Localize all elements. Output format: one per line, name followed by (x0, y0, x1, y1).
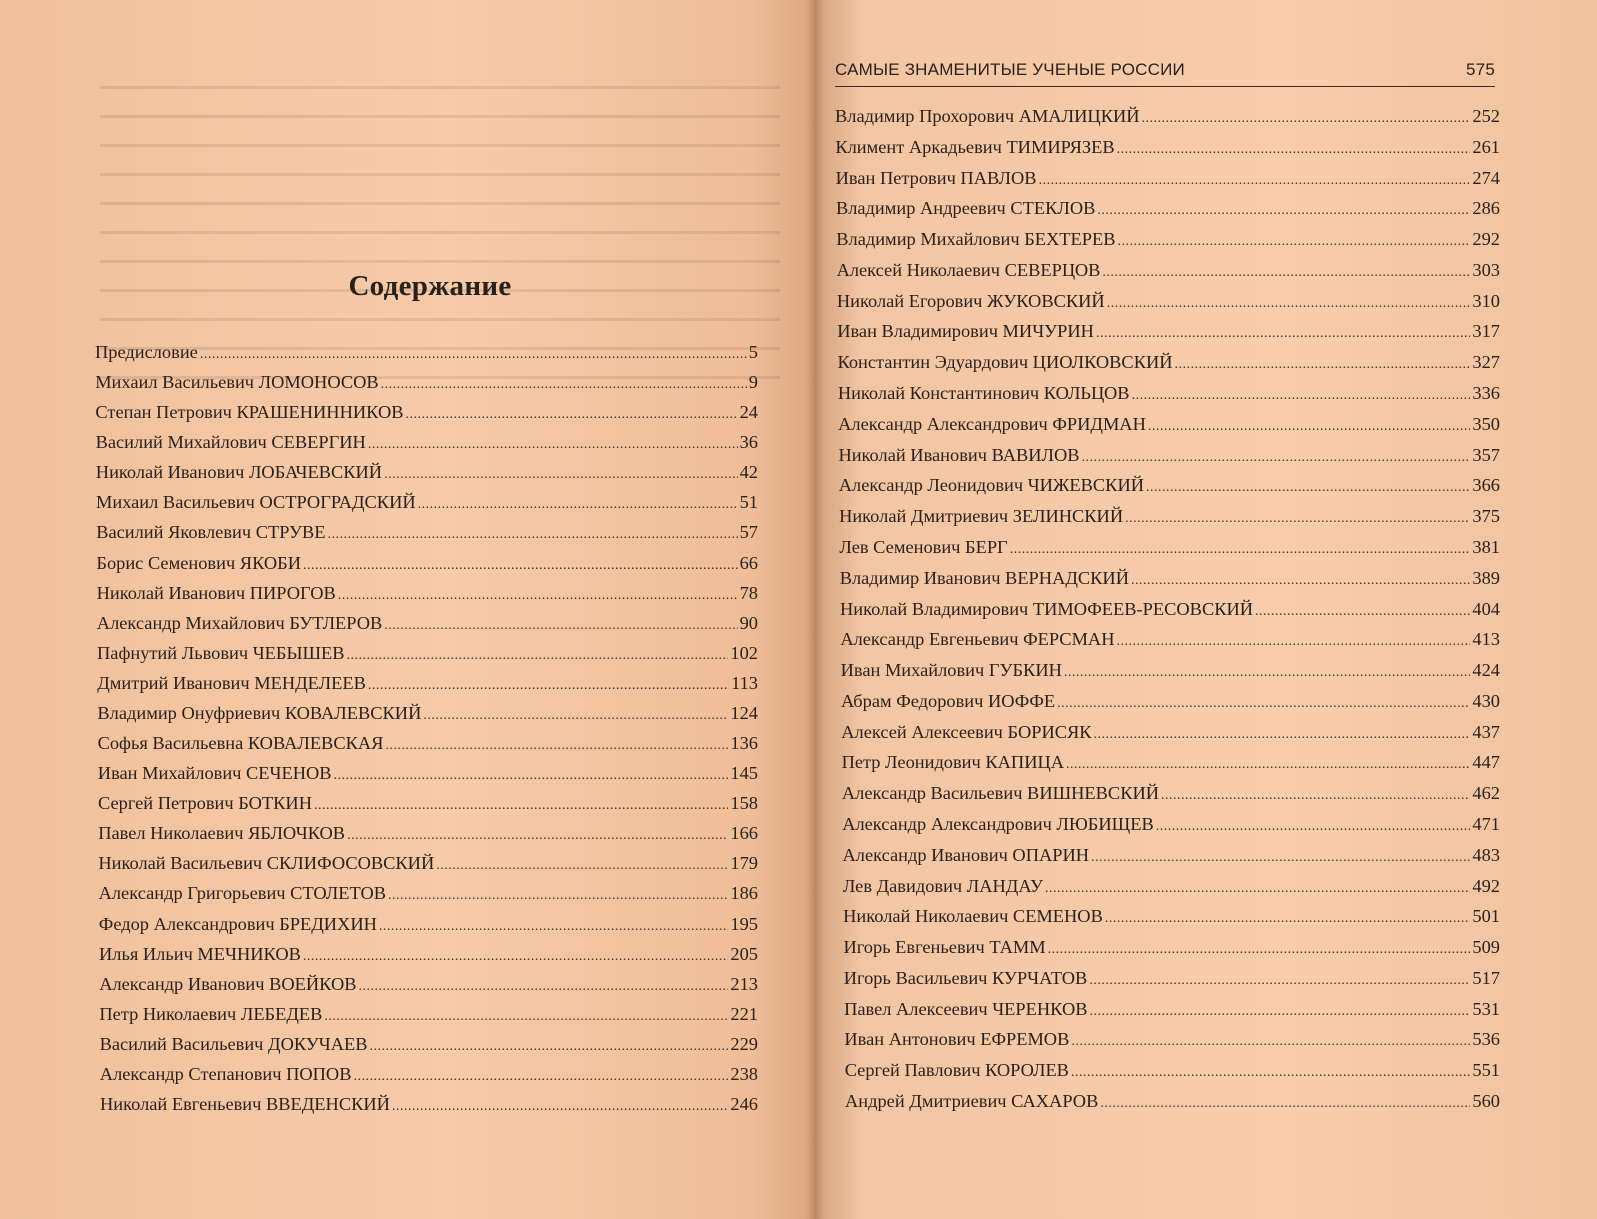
toc-entry (838, 412, 1500, 439)
toc-leader-dots (1131, 569, 1470, 593)
toc-entry (95, 400, 758, 427)
toc-entry (99, 881, 758, 908)
toc-entry (97, 671, 758, 698)
toc-entry-name: Петр Леонидович КАПИЦА (841, 752, 1065, 773)
toc-entry-name: Иван Владимирович МИЧУРИН (837, 321, 1094, 342)
toc-entry-name: Владимир Иванович ВЕРНАДСКИЙ (839, 567, 1129, 588)
toc-entry-page: 57 (739, 522, 758, 543)
toc-leader-dots (324, 1005, 728, 1029)
toc-leader-dots (1071, 1061, 1470, 1085)
toc-entry (96, 490, 758, 517)
toc-leader-dots (1090, 1000, 1471, 1024)
toc-entry (840, 627, 1500, 654)
toc-entry (99, 912, 758, 939)
toc-entry-page: 274 (1472, 167, 1500, 188)
toc-entry-page: 261 (1472, 136, 1500, 157)
toc-leader-dots (1132, 384, 1471, 408)
toc-entry (843, 874, 1500, 901)
toc-entry-name: Иван Антонович ЕФРЕМОВ (844, 1029, 1070, 1050)
toc-entry (98, 791, 758, 818)
toc-entry (837, 319, 1500, 346)
toc-leader-dots (368, 433, 738, 457)
toc-entry-page: 310 (1472, 290, 1500, 311)
toc-leader-dots (353, 1065, 728, 1089)
toc-entry-page: 113 (731, 672, 758, 693)
toc-entry-name: Борис Семенович ЯКОБИ (96, 552, 302, 573)
toc-entry (838, 381, 1500, 408)
toc-entry-page: 437 (1472, 721, 1500, 742)
toc-entry (836, 196, 1500, 223)
toc-leader-dots (1071, 1030, 1470, 1054)
toc-entry (98, 731, 758, 758)
toc-entry-page: 430 (1472, 690, 1500, 711)
toc-entry-page: 124 (730, 702, 758, 723)
toc-title: Содержание (348, 270, 512, 302)
toc-leader-dots (1148, 415, 1471, 439)
toc-leader-dots (1048, 938, 1471, 962)
toc-entry (838, 443, 1500, 470)
toc-entry-page: 229 (730, 1033, 758, 1054)
toc-entry-name: Владимир Прохорович АМАЛИЦКИЙ (835, 106, 1140, 126)
toc-leader-dots (1082, 446, 1471, 470)
toc-entry-page: 336 (1472, 383, 1500, 404)
toc-entry-name: Владимир Онуфриевич КОВАЛЕВСКИЙ (97, 702, 422, 723)
toc-entry-page: 327 (1472, 352, 1500, 373)
toc-leader-dots (347, 644, 729, 668)
toc-entry-page: 389 (1472, 567, 1500, 588)
toc-entry-page: 24 (739, 402, 758, 423)
toc-entry-page: 483 (1472, 844, 1500, 865)
toc-entry-name: Климент Аркадьевич ТИМИРЯЗЕВ (835, 136, 1115, 157)
toc-entry (845, 1089, 1500, 1116)
toc-leader-dots (347, 824, 728, 848)
toc-leader-dots (1105, 907, 1471, 931)
toc-entry (845, 1058, 1500, 1085)
toc-entry-page: 381 (1472, 536, 1500, 557)
toc-entry-page: 246 (730, 1094, 758, 1114)
toc-entry (95, 370, 758, 397)
toc-entry-name: Игорь Евгеньевич ТАММ (843, 937, 1046, 958)
toc-leader-dots (334, 764, 729, 788)
toc-leader-dots (1089, 969, 1470, 993)
toc-entry (98, 851, 758, 878)
toc-entry (95, 340, 758, 367)
toc-entry-name: Дмитрий Иванович МЕНДЕЛЕЕВ (97, 672, 366, 693)
toc-leader-dots (328, 523, 738, 547)
toc-entry (842, 750, 1500, 777)
running-head (835, 60, 1495, 87)
toc-entry (97, 581, 758, 608)
toc-entry (100, 1062, 758, 1089)
toc-entry-page: 42 (739, 462, 758, 483)
toc-entry (97, 701, 758, 728)
toc-entry-page: 213 (730, 973, 758, 994)
toc-entry-name: Софья Васильевна КОВАЛЕВСКАЯ (97, 733, 384, 754)
toc-leader-dots (1102, 261, 1470, 285)
toc-entry-name: Александр Евгеньевич ФЕРСМАН (840, 629, 1115, 650)
toc-leader-dots (1118, 230, 1471, 254)
toc-entry-name: Александр Васильевич ВИШНЕВСКИЙ (841, 783, 1160, 804)
toc-entry-name: Александр Иванович ОПАРИН (842, 844, 1090, 865)
toc-entry (97, 641, 758, 668)
toc-entry-name: Константин Эдуардович ЦИОЛКОВСКИЙ (837, 352, 1173, 373)
toc-entry-page: 186 (730, 883, 758, 904)
toc-entry (836, 227, 1500, 254)
toc-entry-name: Михаил Васильевич ОСТРОГРАДСКИЙ (96, 492, 416, 513)
toc-entry-page: 51 (739, 492, 758, 513)
toc-leader-dots (1142, 107, 1471, 131)
toc-leader-dots (384, 463, 738, 487)
toc-entry-name: Василий Васильевич ДОКУЧАЕВ (99, 1033, 368, 1054)
toc-entry-name: Василий Михайлович СЕВЕРГИН (95, 432, 366, 453)
toc-entry-name: Николай Иванович ЛОБАЧЕВСКИЙ (95, 462, 383, 483)
toc-entry-page: 357 (1472, 444, 1500, 465)
toc-entry-page: 90 (739, 612, 758, 633)
toc-leader-dots (436, 854, 728, 878)
toc-entry-name: Предисловие (95, 342, 198, 362)
book-gutter (806, 0, 824, 1219)
toc-leader-dots (1039, 169, 1471, 193)
toc-leader-dots (379, 915, 728, 939)
toc-entry-name: Иван Михайлович СЕЧЕНОВ (97, 763, 332, 784)
toc-entry (842, 781, 1500, 808)
toc-entry (839, 504, 1500, 531)
toc-entry (839, 535, 1500, 562)
toc-entry-name: Степан Петрович КРАШЕНИННИКОВ (95, 402, 404, 423)
toc-entry-page: 413 (1472, 629, 1500, 650)
toc-entry-name: Абрам Федорович ИОФФЕ (840, 690, 1056, 711)
toc-entry-name: Алексей Алексеевич БОРИСЯК (841, 721, 1092, 742)
toc-entry (835, 135, 1500, 162)
toc-entry (98, 761, 758, 788)
toc-entry-page: 531 (1472, 998, 1500, 1019)
toc-leader-dots (1156, 815, 1471, 839)
toc-entry-page: 551 (1472, 1060, 1500, 1081)
toc-entry-name: Алексей Николаевич СЕВЕРЦОВ (836, 259, 1101, 280)
running-head-title: САМЫЕ ЗНАМЕНИТЫЕ УЧЕНЫЕ РОССИИ (835, 60, 1185, 79)
toc-entry-page: 509 (1472, 937, 1500, 958)
toc-leader-dots (392, 1095, 728, 1119)
toc-entry-name: Николай Егорович ЖУКОВСКИЙ (836, 290, 1105, 311)
toc-leader-dots (423, 704, 728, 728)
toc-leader-dots (370, 1035, 729, 1059)
toc-entry-page: 66 (739, 552, 758, 573)
toc-entry (843, 935, 1500, 962)
toc-entry-page: 136 (730, 733, 758, 754)
toc-leader-dots (1175, 353, 1471, 377)
toc-entry-name: Петр Николаевич ЛЕБЕДЕВ (99, 1003, 323, 1024)
toc-leader-dots (381, 373, 747, 397)
toc-entry (837, 258, 1500, 285)
toc-entry-page: 501 (1472, 906, 1500, 927)
toc-entry-page: 292 (1472, 229, 1500, 250)
toc-leader-dots (1091, 846, 1470, 870)
toc-leader-dots (303, 945, 729, 969)
toc-leader-dots (1107, 292, 1471, 316)
toc-entry-name: Александр Леонидович ЧИЖЕВСКИЙ (838, 475, 1145, 496)
toc-leader-dots (303, 554, 738, 578)
toc-entry (100, 1092, 758, 1119)
toc-entry (835, 104, 1500, 131)
toc-leader-dots (1010, 538, 1471, 562)
toc-entry (836, 166, 1500, 193)
toc-entry-page: 471 (1472, 813, 1500, 834)
toc-entry-page: 5 (748, 342, 758, 362)
toc-leader-dots (1146, 476, 1470, 500)
toc-entry-name: Михаил Васильевич ЛОМОНОСОВ (95, 372, 379, 393)
toc-leader-dots (388, 884, 728, 908)
toc-entry-page: 462 (1472, 783, 1500, 804)
toc-entry (837, 289, 1500, 316)
toc-entry-name: Александр Александрович ФРИДМАН (838, 413, 1146, 434)
toc-entry (840, 566, 1500, 593)
toc-entry (844, 997, 1500, 1024)
toc-leader-dots (368, 674, 729, 698)
toc-entry-page: 303 (1472, 259, 1500, 280)
toc-entry-page: 166 (730, 823, 758, 844)
toc-entry (838, 350, 1501, 377)
toc-entry-name: Николай Евгеньевич ВВЕДЕНСКИЙ (100, 1094, 390, 1114)
toc-entry (99, 942, 758, 969)
toc-leader-dots (200, 343, 747, 367)
toc-entry-name: Павел Алексеевич ЧЕРЕНКОВ (844, 998, 1088, 1019)
toc-entry-name: Андрей Дмитриевич САХАРОВ (845, 1091, 1099, 1111)
toc-leader-dots (384, 614, 737, 638)
toc-leader-dots (1096, 322, 1470, 346)
toc-entry-name: Лев Семенович БЕРГ (839, 536, 1008, 557)
toc-leader-dots (1064, 661, 1471, 685)
toc-entry-page: 350 (1472, 413, 1500, 434)
toc-leader-dots (406, 403, 738, 427)
toc-entry (840, 597, 1500, 624)
toc-leader-dots (338, 584, 738, 608)
toc-entry-page: 560 (1472, 1091, 1500, 1111)
toc-entry-page: 286 (1472, 198, 1500, 219)
toc-entry-page: 404 (1472, 598, 1500, 619)
toc-entry (844, 966, 1500, 993)
toc-entry-name: Николай Владимирович ТИМОФЕЕВ-РЕСОВСКИЙ (840, 598, 1254, 619)
toc-entry-name: Павел Николаевич ЯБЛОЧКОВ (98, 823, 346, 844)
toc-entry-page: 366 (1472, 475, 1500, 496)
toc-entry-name: Федор Александрович БРЕДИХИН (98, 913, 377, 934)
toc-entry (841, 689, 1500, 716)
toc-leader-dots (1045, 877, 1470, 901)
toc-entry-name: Николай Константинович КОЛЬЦОВ (837, 383, 1130, 404)
toc-entry-name: Александр Александрович ЛЮБИЩЕВ (842, 813, 1154, 834)
toc-leader-dots (418, 493, 738, 517)
toc-entry (97, 611, 758, 638)
toc-leader-dots (1066, 753, 1470, 777)
toc-entry (843, 843, 1501, 870)
toc-leader-dots (1161, 784, 1470, 808)
toc-entry-page: 447 (1472, 752, 1500, 773)
toc-entry-name: Сергей Павлович КОРОЛЕВ (844, 1060, 1069, 1081)
toc-entry (99, 1002, 758, 1029)
toc-entry-page: 536 (1472, 1029, 1500, 1050)
toc-entry-name: Сергей Петрович БОТКИН (98, 793, 312, 814)
toc-entry-page: 492 (1472, 875, 1500, 896)
toc-entry-name: Николай Николаевич СЕМЕНОВ (843, 906, 1103, 927)
toc-entry-page: 252 (1472, 106, 1500, 126)
toc-entry-name: Василий Яковлевич СТРУВЕ (96, 522, 326, 543)
toc-entry-page: 195 (730, 913, 758, 934)
toc-entry-name: Александр Григорьевич СТОЛЕТОВ (98, 883, 387, 904)
toc-entry-page: 317 (1472, 321, 1500, 342)
toc-entry (96, 520, 758, 547)
toc-entry (842, 812, 1500, 839)
toc-leader-dots (385, 734, 728, 758)
toc-entry-page: 145 (730, 763, 758, 784)
toc-entry-name: Владимир Андреевич СТЕКЛОВ (835, 198, 1096, 219)
toc-entry-page: 375 (1472, 506, 1500, 527)
toc-entry-page: 9 (748, 372, 758, 393)
toc-leader-dots (1097, 199, 1470, 223)
toc-entry-page: 221 (730, 1003, 758, 1024)
toc-entry-name: Александр Степанович ПОПОВ (99, 1063, 352, 1084)
toc-leader-dots (1094, 723, 1471, 747)
toc-entry (100, 1032, 758, 1059)
toc-entry-name: Николай Иванович ПИРОГОВ (96, 582, 336, 603)
page-number: 575 (1466, 60, 1495, 79)
toc-entry-page: 158 (730, 793, 758, 814)
toc-leader-dots (1125, 507, 1470, 531)
toc-entry-page: 424 (1472, 660, 1500, 681)
toc-entry-name: Илья Ильич МЕЧНИКОВ (99, 943, 301, 964)
toc-entry-page: 36 (739, 432, 758, 453)
toc-entry-page: 517 (1472, 967, 1500, 988)
toc-entry-name: Лев Давидович ЛАНДАУ (842, 875, 1044, 896)
toc-entry (841, 720, 1500, 747)
toc-leader-dots (1057, 692, 1470, 716)
toc-entry-name: Пафнутий Львович ЧЕБЫШЕВ (97, 642, 345, 663)
toc-entry-name: Владимир Михайлович БЕХТЕРЕВ (836, 229, 1116, 250)
toc-leader-dots (314, 794, 728, 818)
toc-entry (844, 1027, 1500, 1054)
toc-entry (841, 658, 1500, 685)
toc-entry (843, 904, 1500, 931)
toc-leader-dots (1117, 630, 1471, 654)
toc-entry-page: 238 (730, 1063, 758, 1084)
toc-entry-name: Александр Иванович ВОЕЙКОВ (99, 973, 357, 994)
toc-entry-name: Николай Васильевич СКЛИФОСОВСКИЙ (98, 853, 435, 874)
toc-leader-dots (1117, 138, 1471, 162)
toc-entry-name: Александр Михайлович БУТЛЕРОВ (96, 612, 383, 633)
toc-entry (96, 551, 758, 578)
toc-entry-page: 78 (739, 582, 758, 603)
toc-entry (99, 972, 758, 999)
toc-entry-page: 205 (730, 943, 758, 964)
toc-entry-page: 179 (730, 853, 758, 874)
toc-entry (96, 430, 758, 457)
toc-entry (98, 821, 758, 848)
toc-leader-dots (359, 975, 729, 999)
toc-entry-page: 102 (730, 642, 758, 663)
toc-entry-name: Иван Петрович ПАВЛОВ (835, 167, 1037, 188)
toc-leader-dots (1255, 600, 1470, 624)
toc-entry (839, 473, 1500, 500)
toc-entry-name: Иван Михайлович ГУБКИН (840, 660, 1062, 681)
toc-entry (96, 460, 758, 487)
toc-leader-dots (1100, 1092, 1470, 1116)
toc-entry-name: Игорь Васильевич КУРЧАТОВ (843, 967, 1088, 988)
toc-entry-name: Николай Иванович ВАВИЛОВ (838, 444, 1080, 465)
toc-entry-name: Николай Дмитриевич ЗЕЛИНСКИЙ (839, 506, 1124, 527)
